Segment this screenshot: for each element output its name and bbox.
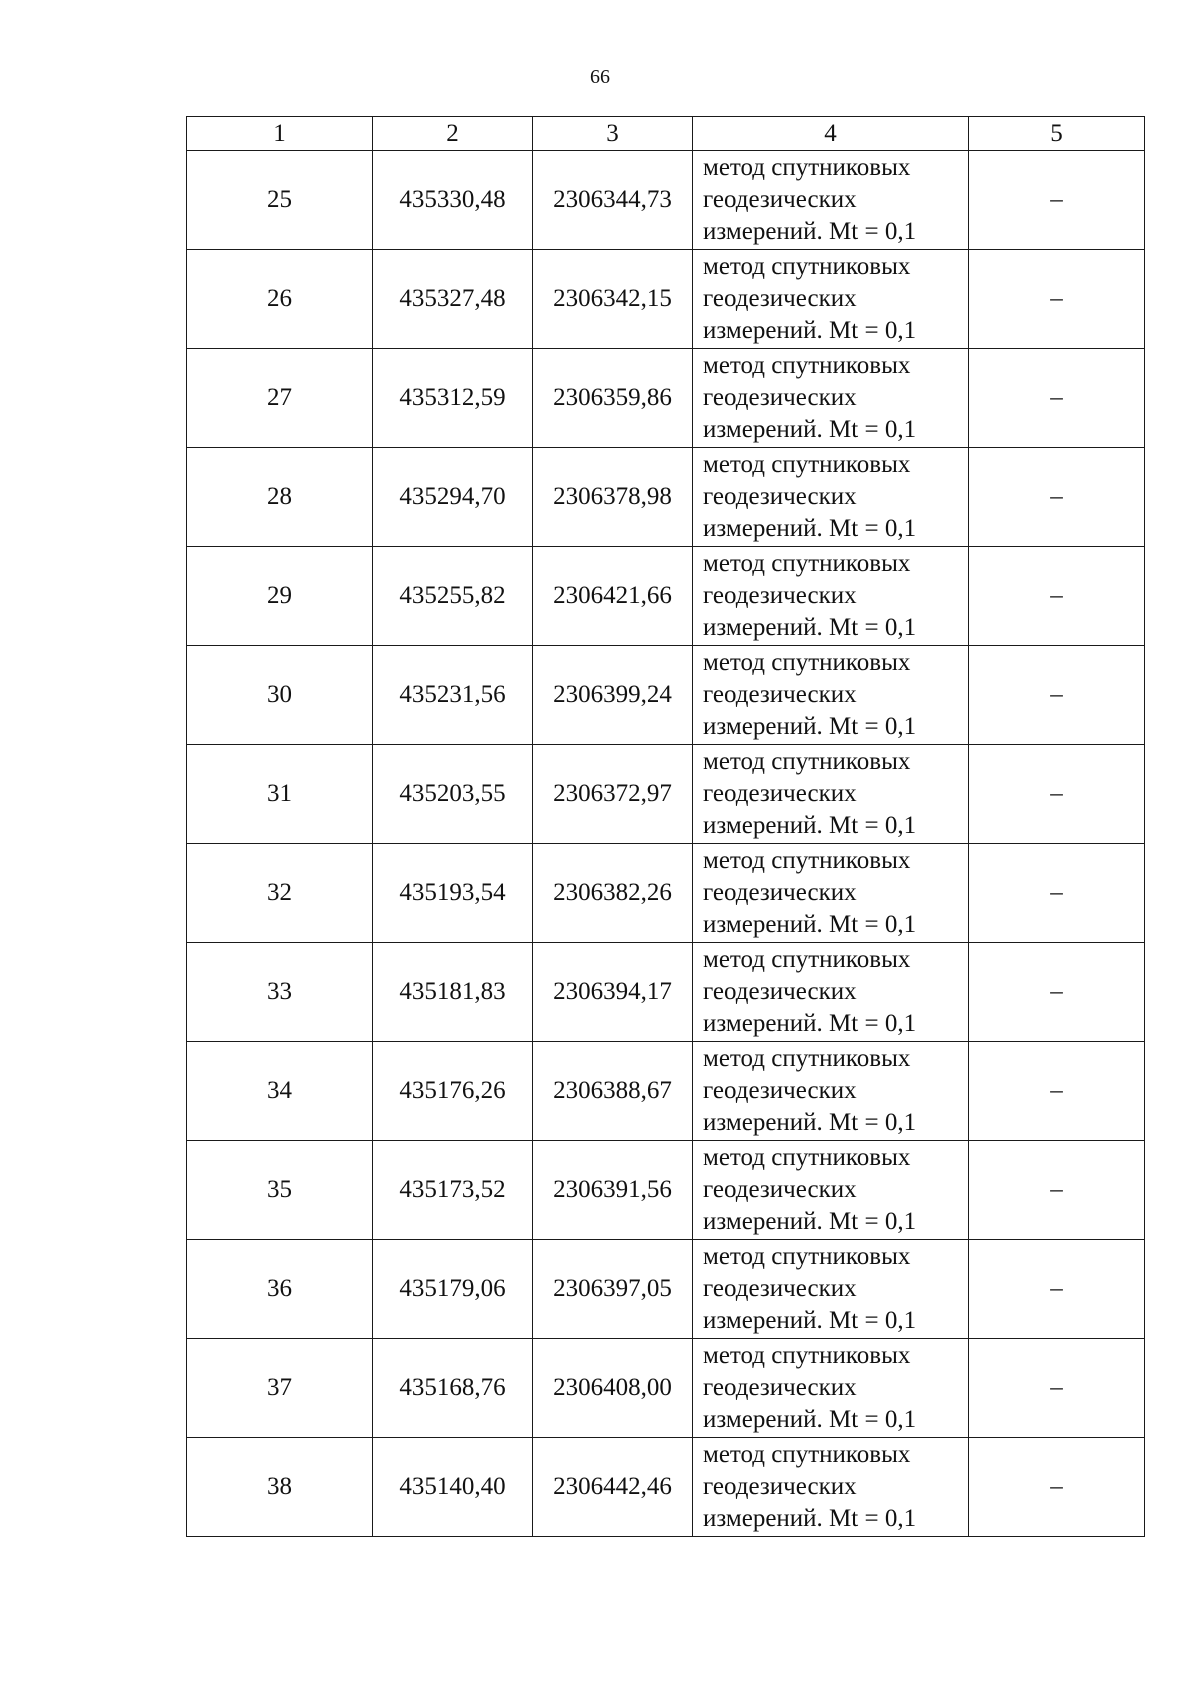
- y-coordinate-cell: 2306378,98: [533, 448, 693, 547]
- column-5-cell: –: [969, 1438, 1145, 1537]
- method-line-2: геодезических: [703, 681, 857, 708]
- y-coordinate-cell: 2306421,66: [533, 547, 693, 646]
- coordinates-table-container: [186, 116, 1144, 1537]
- method-line-2: геодезических: [703, 978, 857, 1005]
- method-line-3: измерений. Mt = 0,1: [703, 911, 917, 938]
- column-5-cell: –: [969, 448, 1145, 547]
- coordinates-table: [186, 116, 1145, 1537]
- y-coordinate-cell: 2306442,46: [533, 1438, 693, 1537]
- point-number-cell: 32: [187, 844, 373, 943]
- method-line-1: метод спутниковых: [703, 1441, 911, 1468]
- method-cell: [693, 349, 969, 448]
- method-cell: [693, 1042, 969, 1141]
- table-row: [187, 151, 1145, 250]
- method-line-2: геодезических: [703, 1275, 857, 1302]
- method-line-2: геодезических: [703, 1077, 857, 1104]
- method-line-1: метод спутниковых: [703, 649, 911, 676]
- y-coordinate-cell: 2306397,05: [533, 1240, 693, 1339]
- x-coordinate-cell: 435330,48: [373, 151, 533, 250]
- table-body: [187, 151, 1145, 1537]
- x-coordinate-cell: 435140,40: [373, 1438, 533, 1537]
- column-5-cell: –: [969, 1240, 1145, 1339]
- point-number-cell: 26: [187, 250, 373, 349]
- table-row: [187, 745, 1145, 844]
- x-coordinate-cell: 435312,59: [373, 349, 533, 448]
- header-cell-1: 1: [187, 117, 373, 151]
- point-number-cell: 27: [187, 349, 373, 448]
- method-line-2: геодезических: [703, 384, 857, 411]
- method-line-3: измерений. Mt = 0,1: [703, 218, 917, 245]
- table-row: [187, 943, 1145, 1042]
- point-number-cell: 36: [187, 1240, 373, 1339]
- y-coordinate-cell: 2306388,67: [533, 1042, 693, 1141]
- table-row: [187, 1438, 1145, 1537]
- point-number-cell: 25: [187, 151, 373, 250]
- method-cell: [693, 745, 969, 844]
- table-row: [187, 349, 1145, 448]
- method-line-2: геодезических: [703, 582, 857, 609]
- column-5-cell: –: [969, 1042, 1145, 1141]
- table-row: [187, 448, 1145, 547]
- method-line-1: метод спутниковых: [703, 352, 911, 379]
- method-line-1: метод спутниковых: [703, 1243, 911, 1270]
- y-coordinate-cell: 2306342,15: [533, 250, 693, 349]
- header-cell-5: 5: [969, 117, 1145, 151]
- method-line-3: измерений. Mt = 0,1: [703, 1010, 917, 1037]
- method-line-2: геодезических: [703, 483, 857, 510]
- column-5-cell: –: [969, 349, 1145, 448]
- method-cell: [693, 844, 969, 943]
- header-cell-3: 3: [533, 117, 693, 151]
- table-row: [187, 1339, 1145, 1438]
- method-line-2: геодезических: [703, 1374, 857, 1401]
- column-5-cell: –: [969, 745, 1145, 844]
- page-number: 66: [590, 66, 610, 88]
- method-line-2: геодезических: [703, 879, 857, 906]
- method-line-2: геодезических: [703, 780, 857, 807]
- y-coordinate-cell: 2306394,17: [533, 943, 693, 1042]
- table-row: [187, 844, 1145, 943]
- method-cell: [693, 943, 969, 1042]
- x-coordinate-cell: 435327,48: [373, 250, 533, 349]
- column-5-cell: –: [969, 646, 1145, 745]
- x-coordinate-cell: 435294,70: [373, 448, 533, 547]
- point-number-cell: 38: [187, 1438, 373, 1537]
- method-cell: [693, 1240, 969, 1339]
- column-5-cell: –: [969, 151, 1145, 250]
- y-coordinate-cell: 2306382,26: [533, 844, 693, 943]
- y-coordinate-cell: 2306408,00: [533, 1339, 693, 1438]
- point-number-cell: 34: [187, 1042, 373, 1141]
- method-line-1: метод спутниковых: [703, 253, 911, 280]
- method-line-3: измерений. Mt = 0,1: [703, 317, 917, 344]
- method-line-3: измерений. Mt = 0,1: [703, 1406, 917, 1433]
- method-line-1: метод спутниковых: [703, 748, 911, 775]
- method-line-3: измерений. Mt = 0,1: [703, 416, 917, 443]
- table-row: [187, 547, 1145, 646]
- method-line-1: метод спутниковых: [703, 550, 911, 577]
- header-cell-4: 4: [693, 117, 969, 151]
- y-coordinate-cell: 2306344,73: [533, 151, 693, 250]
- method-line-2: геодезических: [703, 186, 857, 213]
- method-cell: [693, 250, 969, 349]
- method-cell: [693, 448, 969, 547]
- point-number-cell: 28: [187, 448, 373, 547]
- method-line-3: измерений. Mt = 0,1: [703, 1109, 917, 1136]
- method-line-3: измерений. Mt = 0,1: [703, 1505, 917, 1532]
- x-coordinate-cell: 435231,56: [373, 646, 533, 745]
- method-line-3: измерений. Mt = 0,1: [703, 812, 917, 839]
- column-5-cell: –: [969, 547, 1145, 646]
- method-cell: [693, 646, 969, 745]
- table-row: [187, 1141, 1145, 1240]
- header-cell-2: 2: [373, 117, 533, 151]
- method-line-3: измерений. Mt = 0,1: [703, 1208, 917, 1235]
- column-5-cell: –: [969, 1339, 1145, 1438]
- header-row: [187, 117, 1145, 151]
- x-coordinate-cell: 435176,26: [373, 1042, 533, 1141]
- point-number-cell: 31: [187, 745, 373, 844]
- point-number-cell: 30: [187, 646, 373, 745]
- method-line-3: измерений. Mt = 0,1: [703, 713, 917, 740]
- x-coordinate-cell: 435255,82: [373, 547, 533, 646]
- column-5-cell: –: [969, 844, 1145, 943]
- method-cell: [693, 1438, 969, 1537]
- x-coordinate-cell: 435179,06: [373, 1240, 533, 1339]
- method-line-3: измерений. Mt = 0,1: [703, 614, 917, 641]
- method-cell: [693, 1339, 969, 1438]
- table-row: [187, 1240, 1145, 1339]
- method-line-1: метод спутниковых: [703, 1144, 911, 1171]
- method-line-3: измерений. Mt = 0,1: [703, 515, 917, 542]
- table-row: [187, 250, 1145, 349]
- method-line-2: геодезических: [703, 1176, 857, 1203]
- x-coordinate-cell: 435173,52: [373, 1141, 533, 1240]
- method-line-1: метод спутниковых: [703, 1342, 911, 1369]
- column-5-cell: –: [969, 250, 1145, 349]
- table-row: [187, 1042, 1145, 1141]
- y-coordinate-cell: 2306359,86: [533, 349, 693, 448]
- x-coordinate-cell: 435181,83: [373, 943, 533, 1042]
- method-cell: [693, 1141, 969, 1240]
- method-line-3: измерений. Mt = 0,1: [703, 1307, 917, 1334]
- method-cell: [693, 151, 969, 250]
- method-line-1: метод спутниковых: [703, 946, 911, 973]
- x-coordinate-cell: 435203,55: [373, 745, 533, 844]
- method-line-1: метод спутниковых: [703, 847, 911, 874]
- method-line-2: геодезических: [703, 285, 857, 312]
- table-row: [187, 646, 1145, 745]
- column-5-cell: –: [969, 1141, 1145, 1240]
- method-line-1: метод спутниковых: [703, 1045, 911, 1072]
- point-number-cell: 29: [187, 547, 373, 646]
- table-header: [187, 117, 1145, 151]
- y-coordinate-cell: 2306391,56: [533, 1141, 693, 1240]
- x-coordinate-cell: 435168,76: [373, 1339, 533, 1438]
- point-number-cell: 35: [187, 1141, 373, 1240]
- x-coordinate-cell: 435193,54: [373, 844, 533, 943]
- method-line-1: метод спутниковых: [703, 451, 911, 478]
- method-line-1: метод спутниковых: [703, 154, 911, 181]
- point-number-cell: 33: [187, 943, 373, 1042]
- y-coordinate-cell: 2306372,97: [533, 745, 693, 844]
- column-5-cell: –: [969, 943, 1145, 1042]
- method-line-2: геодезических: [703, 1473, 857, 1500]
- method-cell: [693, 547, 969, 646]
- point-number-cell: 37: [187, 1339, 373, 1438]
- y-coordinate-cell: 2306399,24: [533, 646, 693, 745]
